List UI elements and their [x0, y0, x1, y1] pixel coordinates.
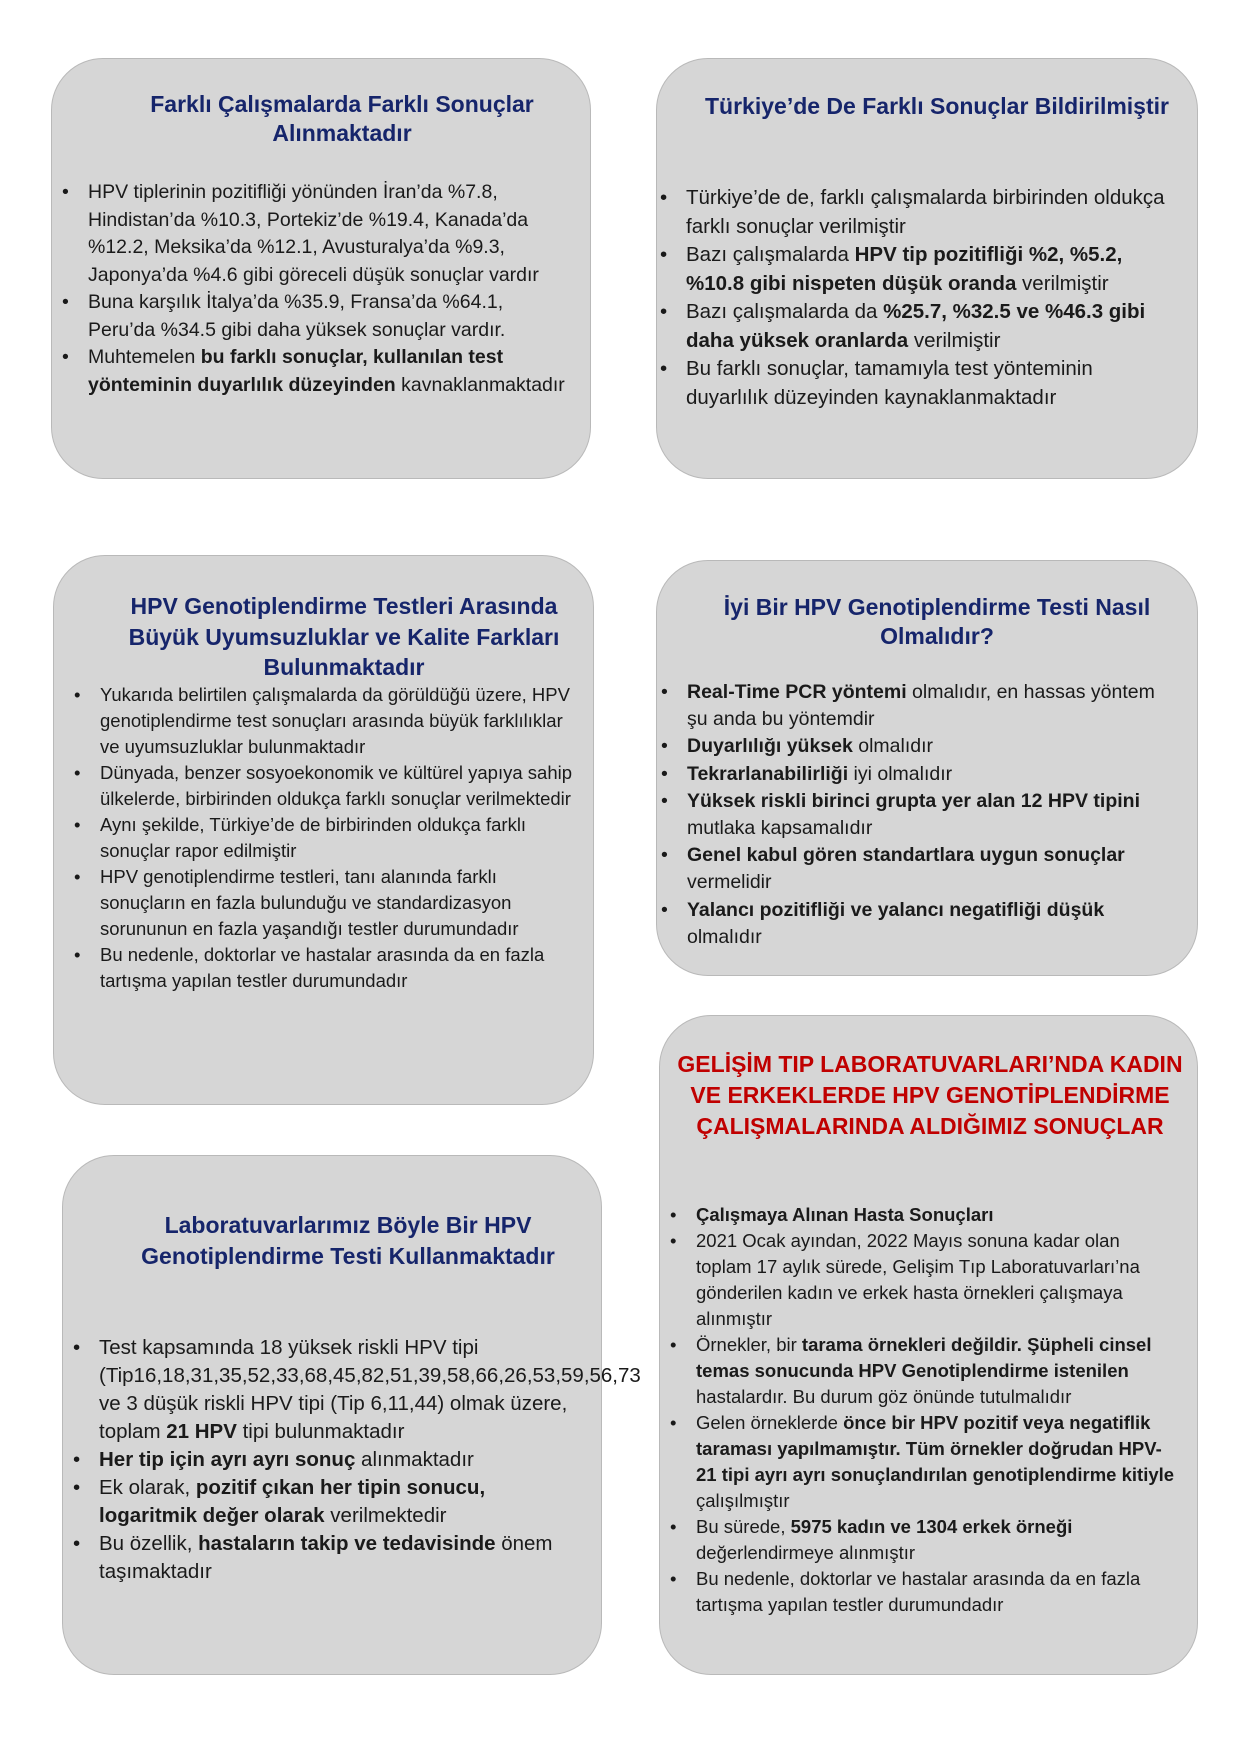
card-title: Farklı Çalışmalarda Farklı Sonuçlar Alınmaktadır — [150, 91, 534, 147]
bullet-item — [74, 812, 579, 864]
bullet-item — [670, 1332, 1180, 1410]
bullet-item — [661, 842, 1176, 896]
bullet-text-bold: Yüksek riskli birinci grupta yer alan 12 HPV tipini — [687, 789, 1140, 812]
bullet-text: Bu nedenle, doktorlar ve hastalar arasında da en fazla tartışma yapılan testler durumundadır — [100, 944, 545, 991]
card-different-results — [51, 58, 591, 479]
bullet-text: 2021 Ocak ayından, 2022 Mayıs sonuna kadar olan toplam 17 aylık sürede, Gelişim Tıp Laboratuvarları’na gönderilen kadın ve erkek hasta örnekleri çalışmaya alınmıştır — [696, 1230, 1140, 1329]
bullet-text: önem taşımaktadır — [99, 1532, 553, 1583]
bullet-text-bold: %25.7, %32.5 ve %46.3 gibi daha yüksek oranlarda — [686, 300, 1146, 352]
bullet-text: Örnekler, bir — [696, 1334, 802, 1355]
bullet-text: verilmektedir — [324, 1504, 447, 1527]
bullet-item — [661, 788, 1176, 842]
bullet-item — [670, 1202, 1180, 1228]
bullet-text: iyi olmalıdır — [848, 762, 953, 785]
bullet-text-bold: pozitif çıkan her tipin sonucu, logaritmik değer olarak — [99, 1476, 486, 1527]
bullet-text: Gelen örneklerde — [696, 1412, 844, 1433]
bullet-item — [670, 1228, 1180, 1332]
card-turkey-results — [656, 58, 1198, 479]
bullet-list — [74, 682, 579, 994]
bullet-text-bold: 5975 kadın ve 1304 erkek örneği — [790, 1516, 1073, 1537]
bullet-text-bold: Çalışmaya Alınan Hasta Sonuçları — [696, 1204, 994, 1225]
bullet-text-bold: Duyarlılığı yüksek — [687, 735, 853, 758]
bullet-text: Bu nedenle, doktorlar ve hastalar arasında da en fazla tartışma yapılan testler durumundadır — [696, 1568, 1141, 1615]
bullet-text-bold: 21 HPV — [166, 1420, 237, 1443]
bullet-text: Muhtemelen — [88, 346, 201, 368]
bullet-item — [62, 179, 572, 289]
bullet-list — [73, 1334, 641, 1586]
bullet-item — [670, 1410, 1180, 1514]
bullet-item — [62, 344, 572, 399]
bullet-item — [74, 682, 579, 760]
bullet-text: verilmiştir — [1016, 271, 1109, 295]
bullet-text: verilmiştir — [908, 328, 1001, 352]
bullet-item — [74, 942, 579, 994]
bullet-text: Bu özellik, — [99, 1532, 199, 1555]
bullet-item — [73, 1334, 641, 1446]
card-title: GELİŞİM TIP LABORATUVARLARI’NDA KADIN VE ERKEKLERDE HPV GENOTİPLENDİRME ÇALIŞMALARINDA ALDIĞIMIZ SONUÇLAR — [677, 1051, 1183, 1139]
bullet-item — [660, 355, 1180, 412]
bullet-text-bold: tarama örnekleri değildir. Şüpheli cinsel temas sonucunda HPV Genotiplendirme istenilen — [696, 1334, 1152, 1381]
card-good-test-criteria — [656, 560, 1198, 976]
bullet-item — [660, 298, 1180, 355]
bullet-item — [661, 897, 1176, 951]
bullet-text: olmalıdır — [852, 735, 934, 758]
bullet-text: HPV tiplerinin pozitifliği yönünden İran’da %7.8, Hindistan’da %10.3, Portekiz’de %19.4, Kanada’da %12.2, Meksika’da %12.1, Avusturalya’da %9.3, Japonya’da %4.6 gibi göreceli düşük sonuçlar vardır — [88, 181, 539, 286]
bullet-list — [670, 1202, 1180, 1618]
bullet-text: Buna karşılık İtalya’da %35.9, Fransa’da %64.1, Peru’da %34.5 gibi daha yüksek sonuçlar vardır. — [88, 291, 506, 341]
bullet-text: Türkiye’de de, farklı çalışmalarda birbirinden oldukça farklı sonuçlar verilmiştir — [686, 186, 1165, 238]
bullet-text: alınmaktadır — [355, 1448, 474, 1471]
bullet-text: Dünyada, benzer sosyoekonomik ve kültürel yapıya sahip ülkelerde, birbirinden oldukça farklı sonuçlar verilmektedir — [100, 762, 573, 809]
bullet-text: Aynı şekilde, Türkiye’de de birbirinden oldukça farklı sonuçlar rapor edilmiştir — [100, 814, 527, 861]
bullet-list — [62, 179, 572, 399]
bullet-text: Bazı çalışmalarda da — [686, 300, 884, 323]
bullet-list — [661, 679, 1176, 951]
bullet-item — [62, 289, 572, 344]
card-title: HPV Genotiplendirme Testleri Arasında Büyük Uyumsuzluklar ve Kalite Farkları Bulunmaktadır — [128, 593, 560, 680]
card-title: Türkiye’de De Farklı Sonuçlar Bildirilmiştir — [705, 93, 1169, 119]
bullet-text-bold: HPV tip pozitifliği %2, %5.2, %10.8 gibi nispeten düşük oranda — [686, 243, 1123, 295]
bullet-text: Bu farklı sonuçlar, tamamıyla test yönteminin duyarlılık düzeyinden kaynaklanmaktadır — [686, 357, 1093, 409]
card-title: İyi Bir HPV Genotiplendirme Testi Nasıl Olmalıdır? — [723, 594, 1151, 650]
bullet-text-bold: Genel kabul gören standartlara uygun sonuçlar — [687, 844, 1125, 867]
bullet-list — [660, 184, 1180, 412]
bullet-text: hastalardır. Bu durum göz önünde tutulmalıdır — [696, 1386, 1072, 1407]
bullet-item — [670, 1566, 1180, 1618]
bullet-text-bold: Yalancı pozitifliği ve yalancı negatifliği düşük — [687, 898, 1105, 921]
bullet-item — [73, 1530, 585, 1586]
bullet-text: tipi bulunmaktadır — [236, 1420, 405, 1443]
bullet-text: çalışılmıştır — [696, 1490, 790, 1511]
bullet-item — [73, 1446, 585, 1474]
card-our-lab-test — [62, 1155, 641, 1675]
bullet-text: Bazı çalışmalarda — [686, 243, 855, 266]
card-lab-results — [659, 1015, 1198, 1675]
bullet-text-bold: Her tip için ayrı ayrı sonuç — [99, 1448, 356, 1471]
bullet-text-bold: önce bir HPV pozitif veya negatiflik taraması yapılmamıştır. Tüm örnekler doğrudan HPV-21 tipi ayrı ayrı sonuçlandırılan genotiplendirme kitiyle — [696, 1412, 1175, 1485]
bullet-item — [670, 1514, 1180, 1566]
bullet-text: değerlendirmeye alınmıştır — [696, 1542, 916, 1563]
bullet-text: olmalıdır — [687, 925, 762, 948]
bullet-text-bold: hastaların takip ve tedavisinde — [198, 1532, 496, 1555]
bullet-item — [661, 761, 1176, 788]
bullet-text: Bu sürede, — [696, 1516, 791, 1537]
bullet-item — [74, 760, 579, 812]
bullet-text: olmalıdır, en hassas yöntem şu anda bu yöntemdir — [687, 681, 1155, 731]
card-test-inconsistencies — [53, 555, 594, 1105]
bullet-text: kavnaklanmaktadır — [395, 373, 565, 396]
bullet-text: Test kapsamında 18 yüksek riskli HPV tipi (Tip16,18,31,35,52,33,68,45,82,51,39,58,66,26,53,59,56,73 ve 3 düşük riskli HPV tipi (Tip 6,11,44) olmak üzere, toplam — [99, 1336, 641, 1443]
bullet-item — [74, 864, 579, 942]
bullet-text: Ek olarak, — [99, 1476, 196, 1499]
bullet-text: mutlaka kapsamalıdır — [687, 817, 873, 840]
bullet-item — [73, 1474, 585, 1530]
bullet-text-bold: Real-Time PCR yöntemi — [687, 681, 907, 703]
bullet-text-bold: Tekrarlanabilirliği — [687, 762, 849, 785]
card-title: Laboratuvarlarımız Böyle Bir HPV Genotiplendirme Testi Kullanmaktadır — [141, 1212, 555, 1269]
bullet-item — [661, 733, 1176, 760]
bullet-text-bold: bu farklı sonuçlar, kullanılan test yönteminin duyarlılık düzeyinden — [88, 346, 504, 396]
bullet-text: HPV genotiplendirme testleri, tanı alanında farklı sonuçların en fazla bulunduğu ve standardizasyon sorununun en fazla yaşandığı testler durumundadır — [100, 866, 519, 939]
bullet-item — [661, 679, 1176, 733]
bullet-text: vermelidir — [687, 871, 772, 894]
bullet-item — [660, 241, 1180, 298]
bullet-text: Yukarıda belirtilen çalışmalarda da görüldüğü üzere, HPV genotiplendirme test sonuçları arasında büyük farklılıklar ve uyumsuzluklar bulunmaktadır — [100, 684, 570, 757]
bullet-item — [660, 184, 1180, 241]
